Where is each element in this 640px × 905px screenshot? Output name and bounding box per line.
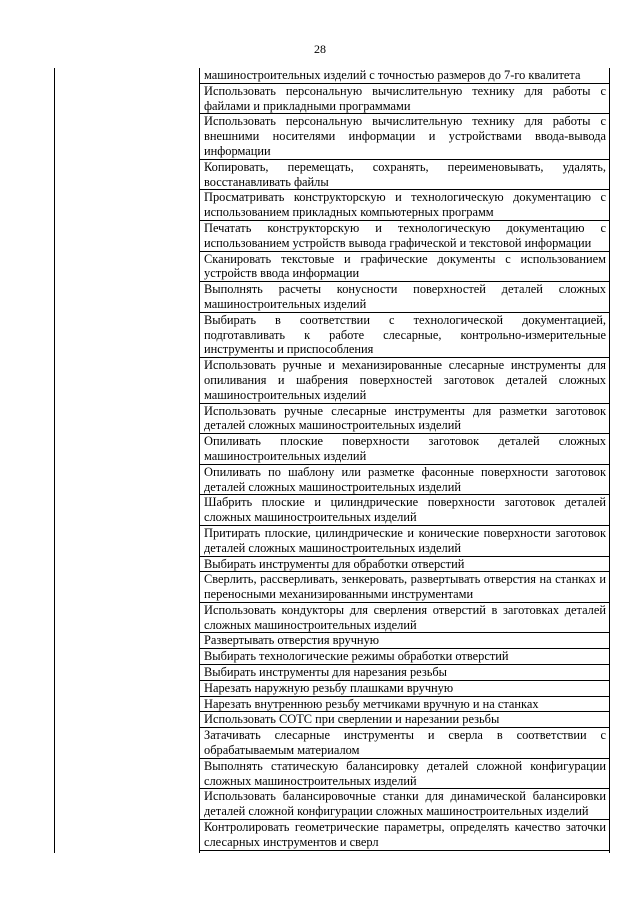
table-right-column (199, 68, 610, 853)
table-row: машиностроительных изделий с точностью размеров до 7-го квалитета (199, 68, 609, 84)
table-row: Выбирать инструменты для обработки отверстий (199, 557, 609, 573)
table-row: Копировать, перемещать, сохранять, переименовывать, удалять, восстанавливать файлы (199, 160, 609, 191)
table-row: Нарезать наружную резьбу плашками вручную (199, 681, 609, 697)
table-row: Использовать кондукторы для сверления отверстий в заготовках деталей сложных машиностроительных изделий (199, 603, 609, 634)
table-row: Выбирать инструменты для нарезания резьбы (199, 665, 609, 681)
page-number: 28 (314, 42, 326, 56)
table-row: Использовать СОТС при сверлении и нарезании резьбы (199, 712, 609, 728)
table-row: Контролировать геометрические параметры, определять качество заточки слесарных инструментов и сверл (199, 820, 609, 851)
table-row: Использовать персональную вычислительную технику для работы с файлами и прикладными программами (199, 84, 609, 115)
table-row: Использовать персональную вычислительную технику для работы с внешними носителями информации и устройствами ввода-вывода информации (199, 114, 609, 159)
table-row: Сверлить, рассверливать, зенкеровать, развертывать отверстия на станках и переносными механизированными инструментами (199, 572, 609, 603)
table-row: Выполнять статическую балансировку деталей сложной конфигурации сложных машиностроительных изделий (199, 759, 609, 790)
table-row: Опиливать по шаблону или разметке фасонные поверхности заготовок деталей сложных машиностроительных изделий (199, 465, 609, 496)
table-row: Развертывать отверстия вручную (199, 633, 609, 649)
table-row: Притирать плоские, цилиндрические и конические поверхности заготовок деталей сложных машиностроительных изделий (199, 526, 609, 557)
table-row: Использовать ручные и механизированные слесарные инструменты для опиливания и шабрения поверхностей заготовок деталей сложных машиностроительных изделий (199, 358, 609, 403)
table-row: Затачивать слесарные инструменты и сверла в соответствии с обрабатываемым материалом (199, 728, 609, 759)
skills-table (54, 68, 610, 853)
table-row: Использовать балансировочные станки для динамической балансировки деталей сложной конфигурации сложных машиностроительных изделий (199, 789, 609, 820)
table-row: Опиливать плоские поверхности заготовок деталей сложных машиностроительных изделий (199, 434, 609, 465)
table-row: Использовать ручные слесарные инструменты для разметки заготовок деталей сложных машиностроительных изделий (199, 404, 609, 435)
table-left-column (54, 68, 200, 853)
table-row: Сканировать текстовые и графические документы с использованием устройств ввода информации (199, 252, 609, 283)
table-row: Шабрить плоские и цилиндрические поверхности заготовок деталей сложных машиностроительных изделий (199, 495, 609, 526)
table-row: Выбирать в соответствии с технологической документацией, подготавливать к работе слесарные, контрольно-измерительные инструменты и приспособления (199, 313, 609, 358)
table-row: Просматривать конструкторскую и технологическую документацию с использованием прикладных компьютерных программ (199, 190, 609, 221)
table-row: Выбирать технологические режимы обработки отверстий (199, 649, 609, 665)
table-row: Нарезать внутреннюю резьбу метчиками вручную и на станках (199, 697, 609, 713)
table-row: Печатать конструкторскую и технологическую документацию с использованием устройств вывода графической и текстовой информации (199, 221, 609, 252)
table-row: Выполнять расчеты конусности поверхностей деталей сложных машиностроительных изделий (199, 282, 609, 313)
